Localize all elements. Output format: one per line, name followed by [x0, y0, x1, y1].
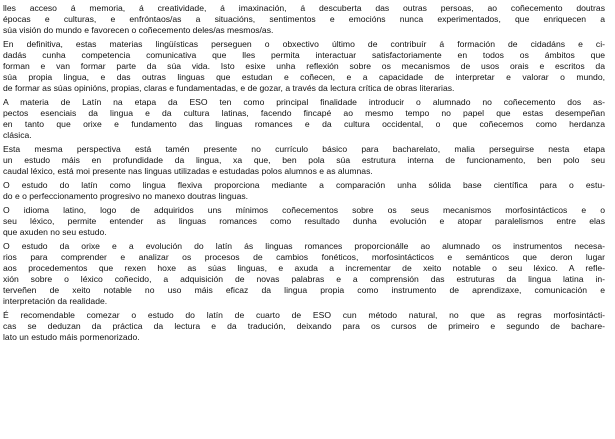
- text-line: clásica.: [3, 130, 32, 140]
- text-line: Esta mesma perspectiva está tamén presente no currículo básico para bacharelato, malia perseguirse nesta etapa: [3, 144, 605, 154]
- paragraph-7: [3, 241, 605, 307]
- text-line: súa visión do mundo e favorecen o coñecemento deles/as mesmos/as.: [3, 25, 274, 35]
- paragraph-2: [3, 39, 605, 94]
- text-line: O estudo da orixe e a evolución do latín ás linguas romances proporcionálle ao alumnado os instrumentos necesa-: [3, 241, 605, 251]
- paragraph-8: [3, 310, 605, 343]
- text-line: A materia de Latín na etapa da ESO ten como principal finalidade introducir o alumnado no coñecemento dos as-: [3, 97, 605, 107]
- text-line: lles acceso á memoria, á creatividade, á imaxinación, á descuberta das outras persoas, ao coñecemento doutras: [3, 3, 605, 13]
- text-line: seu léxico, permite entender as linguas romances como resultado dunha evolución e atopar paralelismos entre elas: [3, 216, 605, 226]
- text-line: pectos esenciais da lingua e da cultura latinas, facendo fincapé ao mesmo tempo no papel que estas desempeñan: [3, 108, 605, 118]
- paragraph-1: [3, 3, 605, 36]
- text-line: súa propia lingua, e das outras linguas que estudan e coñecen, e a capacidade de interpretar e valorar o mundo,: [3, 72, 605, 82]
- paragraph-4: [3, 144, 605, 177]
- text-line: de formar as súas opinións, propias, claras e fundamentadas, e de gozar, a través da lectura crítica de obras literarias.: [3, 83, 455, 93]
- text-line: O idioma latino, logo de adquiridos uns mínimos coñecementos sobre os seus mecanismos morfosintácticos e o: [3, 205, 605, 215]
- text-line: que axuden no seu estudo.: [3, 227, 107, 237]
- text-line: rios para comprender e analizar os procesos de cambios fonéticos, morfosintácticos e semánticos que deron lugar: [3, 252, 605, 262]
- paragraph-6: [3, 205, 605, 238]
- text-line: É recomendable comezar o estudo do latín de cuarto de ESO cun método natural, no que as regras morfosintácti-: [3, 310, 605, 320]
- paragraph-3: [3, 97, 605, 141]
- text-line: épocas e culturas, e enfróntaos/as a situacións, sentimentos e emocións nunca experimentados, que enriquecen a: [3, 14, 605, 24]
- text-line: caudal léxico, está moi presente nas linguas utilizadas e estudadas polos alumnos e as alumnas.: [3, 166, 373, 176]
- text-line: aos procedementos que rexen hoxe as súas linguas, e axuda a incrementar de xeito notable o seu léxico. A refle-: [3, 263, 605, 273]
- text-line: terveñen de xeito notable no uso máis eficaz da lingua propia como instrumento de aprendizaxe, comunicación e: [3, 285, 605, 295]
- text-line: dadás cunha competencia comunicativa que lles permita interactuar satisfactoriamente en todos os ámbitos que: [3, 50, 605, 60]
- text-line: en tanto que orixe e fundamento das linguas romances e da cultura occidental, o que coñecemos como herdanza: [3, 119, 605, 129]
- text-line: lato un estudo máis pormenorizado.: [3, 332, 140, 342]
- paragraph-5: [3, 180, 605, 202]
- text-line: cas se deduzan da práctica da lectura e da tradución, deixando para os cursos de primeiro e segundo de bachare-: [3, 321, 605, 331]
- text-line: do e o perfeccionamento progresivo no manexo doutras linguas.: [3, 191, 249, 201]
- text-line: interpretación da realidade.: [3, 296, 108, 306]
- text-line: un estudo máis en profundidade da lingua, xa que, ben pola súa estrutura interna de funcionamento, ben polo seu: [3, 155, 605, 165]
- text-line: En definitiva, estas materias lingüísticas perseguen o obxectivo último de contribuír á formación de cidadáns e ci-: [3, 39, 605, 49]
- text-line: O estudo do latín como lingua flexiva proporciona mediante a comparación unha sólida base científica para o estu-: [3, 180, 605, 190]
- text-line: forman e van formar parte da súa vida. Isto esixe unha reflexión sobre os mecanismos de usos orais e escritos da: [3, 61, 605, 71]
- text-line: xión sobre o léxico coñecido, a adquisición de novas palabras e a comprensión das estruturas da lingua latina in-: [3, 274, 605, 284]
